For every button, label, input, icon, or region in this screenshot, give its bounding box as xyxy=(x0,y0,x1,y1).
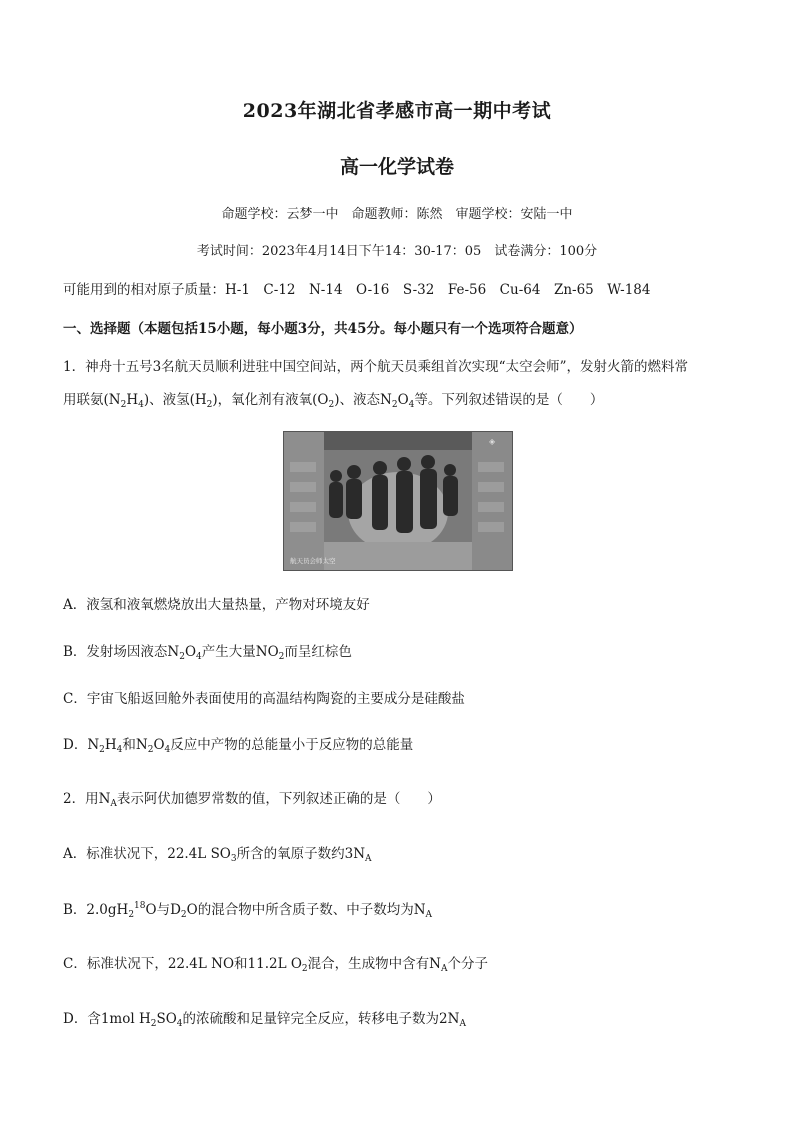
q1-option-a: A．液氢和液氧燃烧放出大量热量，产物对环境友好 xyxy=(63,597,370,613)
astronauts-photo-graphic xyxy=(284,432,512,570)
q1-stem-line2: 用联氨$(N_2H_4)$、液氢$(H_2)$，氧化剂有液氧$(O_2)$、液态$N_2O_4$等。下列叙述错误的是（ ） xyxy=(63,392,604,410)
photo-caption: 航天员会师太空 xyxy=(290,557,336,565)
exam-info-line: 考试时间：2023年4月14日下午14：30-17：05 试卷满分：100分 xyxy=(196,244,598,259)
q1-option-b: B．发射场因液态$N_2O_4$产生大量$NO_2$而呈红棕色 xyxy=(63,644,352,662)
exam-subtitle: 高一化学试卷 xyxy=(339,156,454,178)
q2-stem: 2．用$N_A$表示阿伏加德罗常数的值，下列叙述正确的是（ ） xyxy=(63,791,441,809)
q2-option-c: C．标准状况下，22.4L NO和11.2L $O_2$混合，生成物中含有$N_A$个分子 xyxy=(63,956,488,974)
astronauts-photo xyxy=(283,431,513,571)
section-heading: 一、选择题（本题包括15小题，每小题3分，共45分。每小题只有一个选项符合题意） xyxy=(63,321,583,337)
q1-stem-line1: 1．神舟十五号3名航天员顺利进驻中国空间站，两个航天员乘组首次实现“太空会师”，发射火箭的燃料常 xyxy=(63,359,688,375)
q2-option-b: B．$2.0gH_2^{18}O$与$D_2O$的混合物中所含质子数、中子数均为$N_A$ xyxy=(63,901,433,920)
svg-text:◈: ◈ xyxy=(489,437,496,446)
setters-line: 命题学校：云梦一中 命题教师：陈然 审题学校：安陆一中 xyxy=(221,207,573,222)
q1-option-c: C．宇宙飞船返回舱外表面使用的高温结构陶瓷的主要成分是硅酸盐 xyxy=(63,691,465,707)
q1-option-d: D．$N_2H_4$和$N_2O_4$反应中产物的总能量小于反应物的总能量 xyxy=(63,737,414,755)
q2-option-d: D．含1mol $H_2SO_4$的浓硫酸和足量锌完全反应，转移电子数为$2N_A$ xyxy=(63,1011,466,1029)
atomic-masses-line: 可能用到的相对原子质量：H-1 C-12 N-14 O-16 S-32 Fe-56 Cu-64 Zn-65 W-184 xyxy=(63,282,651,298)
exam-title: 2023年湖北省孝感市高一期中考试 xyxy=(242,100,552,122)
q2-option-a: A．标准状况下，22.4L $SO_3$所含的氧原子数约$3N_A$ xyxy=(63,846,372,864)
